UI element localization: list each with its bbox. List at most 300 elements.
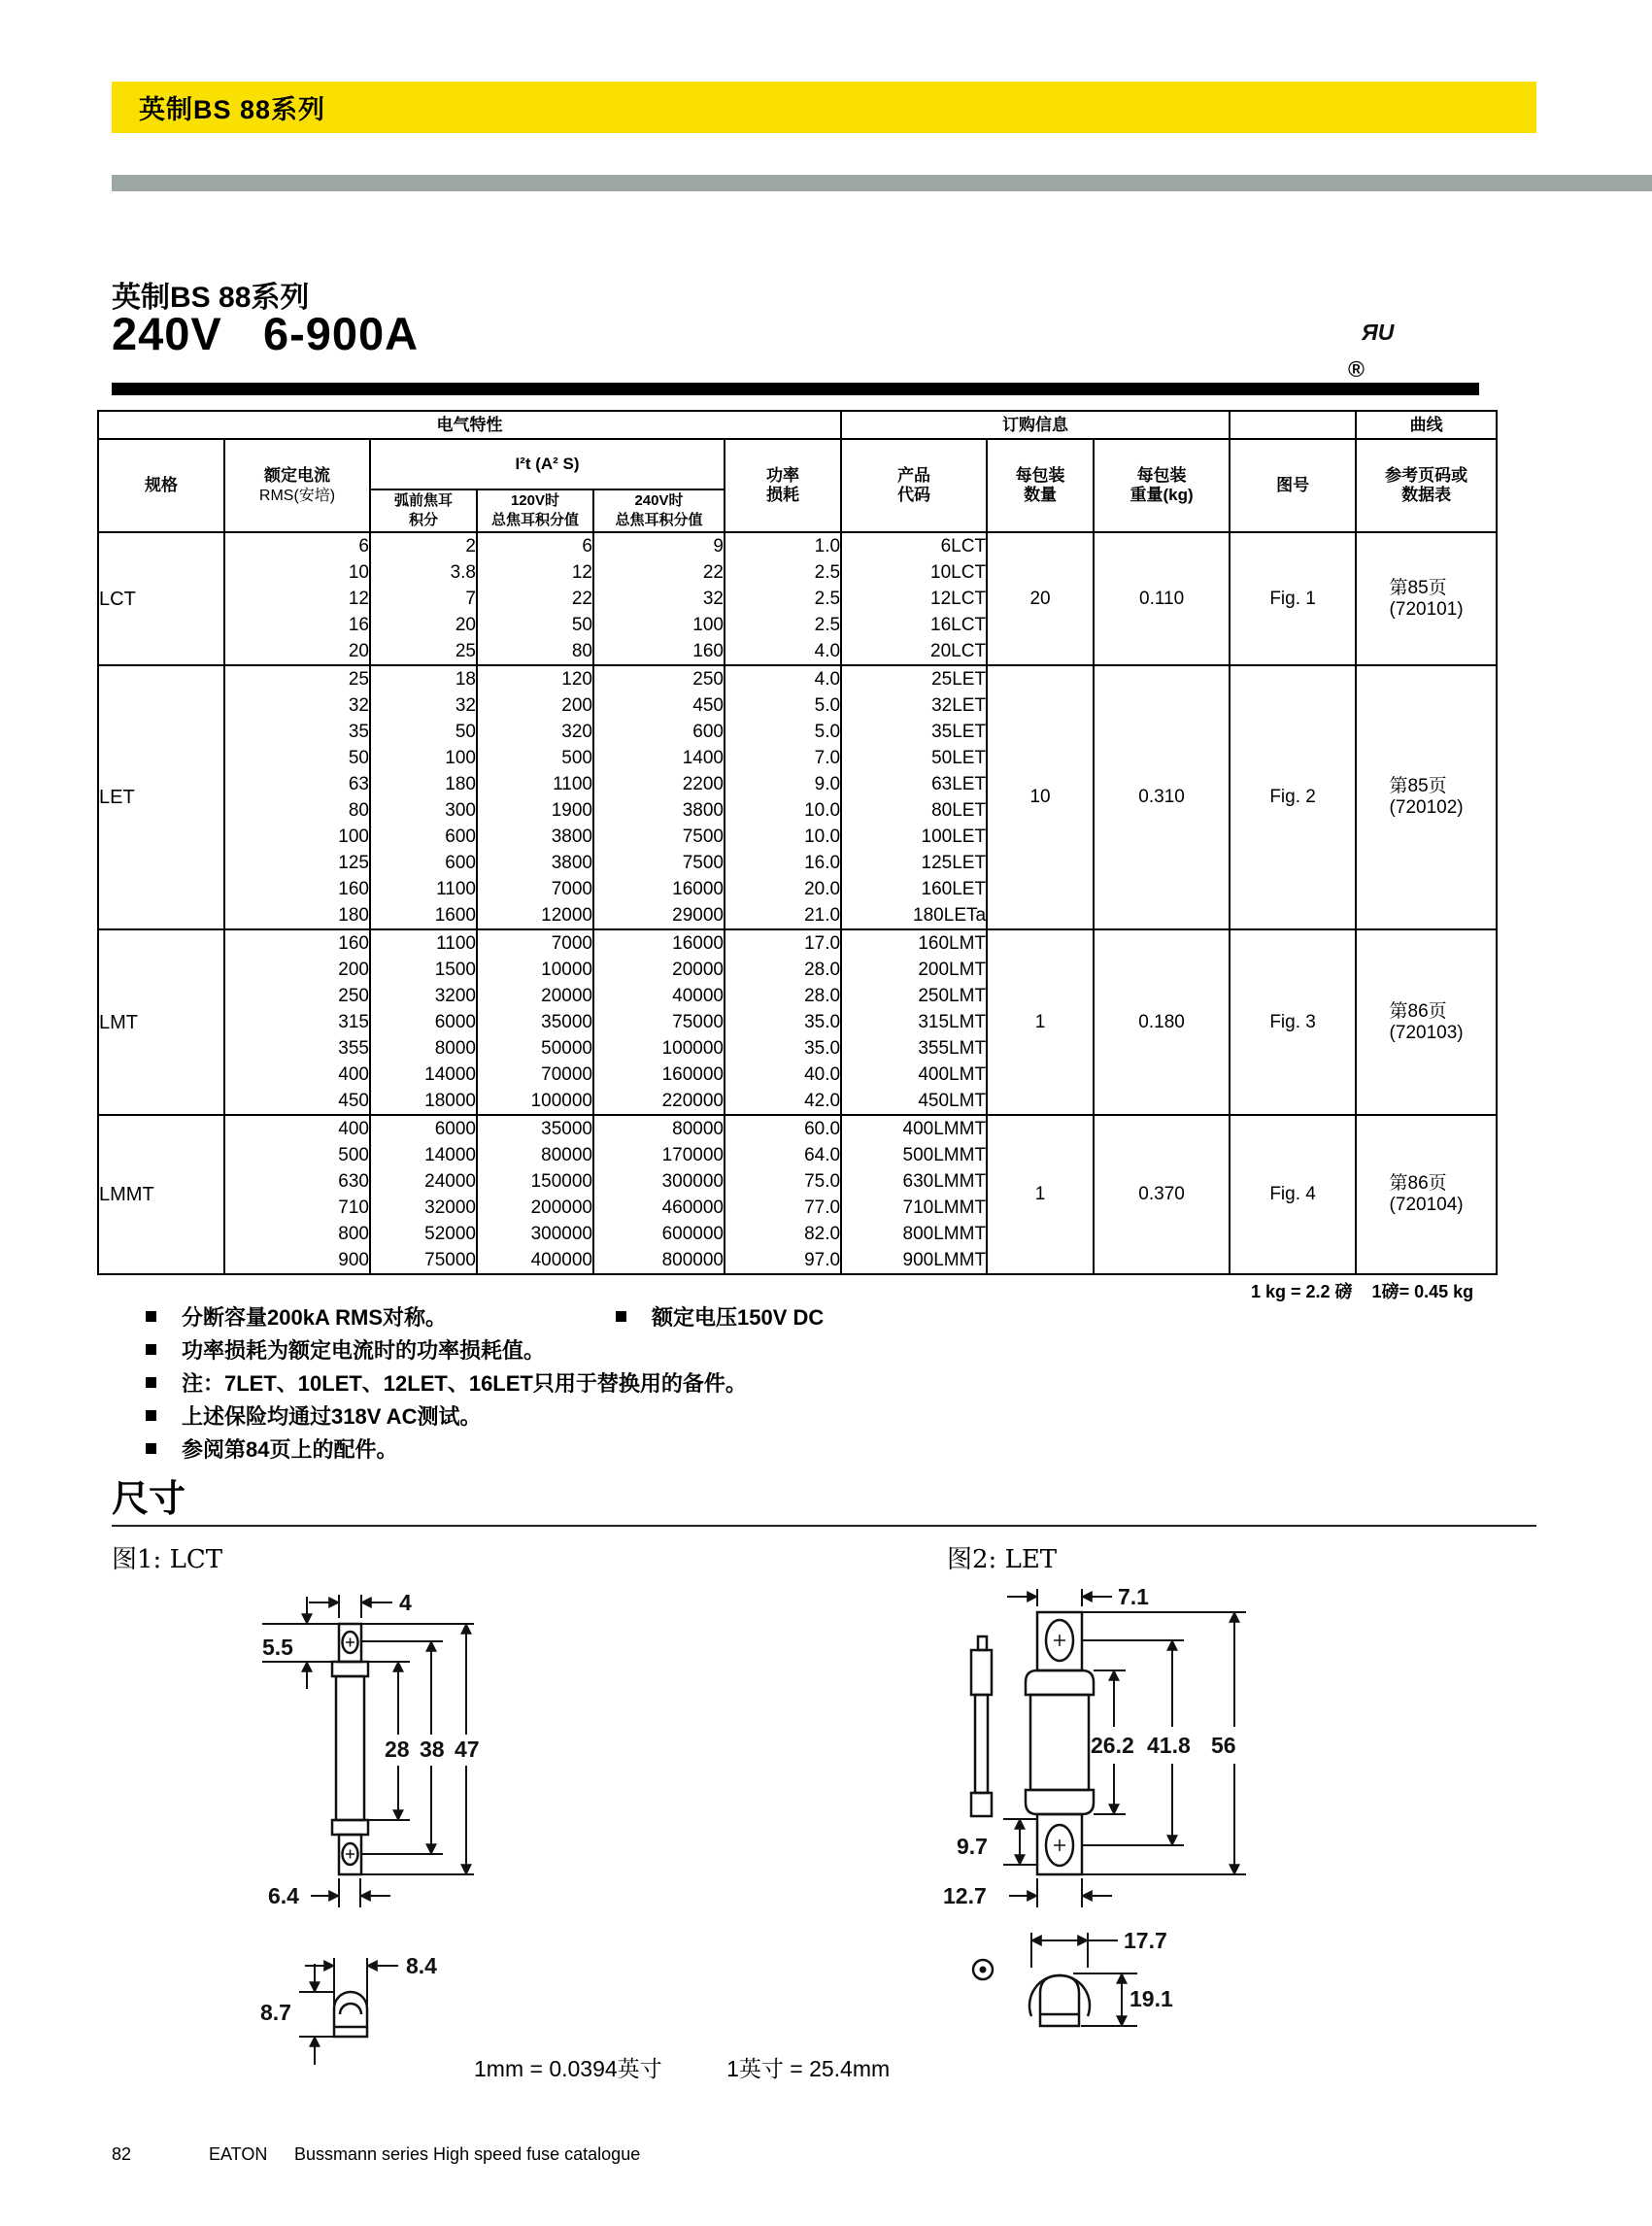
i2t-240v-cell: 7500: [593, 850, 725, 876]
watts-cell: 82.0: [725, 1221, 841, 1247]
col-header-figure: 图号: [1230, 439, 1356, 532]
i2t-120v-cell: 6: [477, 532, 593, 559]
i2t-240v-cell: 800000: [593, 1247, 725, 1274]
prearc-i2t-cell: 2: [370, 532, 477, 559]
fig1-bottom-collar: [332, 1820, 368, 1835]
i2t-240v-cell: 160: [593, 638, 725, 665]
figure1-lct-drawing: [223, 1581, 612, 2067]
amps-cell: 100: [224, 824, 370, 850]
v120-line1: 120V时: [510, 492, 560, 509]
amps-cell: 200: [224, 957, 370, 983]
i2t-120v-cell: 7000: [477, 929, 593, 957]
spec-cell: LMT: [98, 929, 224, 1115]
reference-cell: [1356, 532, 1497, 665]
fig2-dim-cap-height: 19.1: [1129, 1986, 1173, 2011]
i2t-240v-cell: 600000: [593, 1221, 725, 1247]
fig2-dim-inner-len: 41.8: [1147, 1733, 1191, 1758]
watts-cell: 7.0: [725, 745, 841, 771]
watts-cell: 35.0: [725, 1009, 841, 1035]
v240-line1: 240V时: [634, 492, 684, 509]
watts-cell: 16.0: [725, 850, 841, 876]
watts-cell: 5.0: [725, 719, 841, 745]
figure1-label: 图1: LCT: [112, 1545, 223, 1574]
i2t-240v-cell: 40000: [593, 983, 725, 1009]
i2t-240v-cell: 300000: [593, 1168, 725, 1195]
catalog-code-cell: 900LMMT: [841, 1247, 987, 1274]
prearc-i2t-cell: 50: [370, 719, 477, 745]
watts-cell: 4.0: [725, 665, 841, 692]
fig1-dim-total-len: 47: [455, 1737, 480, 1762]
i2t-120v-cell: 80: [477, 638, 593, 665]
watts-cell: 35.0: [725, 1035, 841, 1062]
i2t-240v-cell: 75000: [593, 1009, 725, 1035]
fig1-top-collar: [332, 1662, 368, 1676]
catalog-code-cell: 6LCT: [841, 532, 987, 559]
amps-cell: 6: [224, 532, 370, 559]
amps-cell: 160: [224, 929, 370, 957]
amps-cell: 630: [224, 1168, 370, 1195]
reference-text: [1390, 1001, 1464, 1044]
i2t-240v-cell: 160000: [593, 1062, 725, 1088]
prearc-i2t-cell: 25: [370, 638, 477, 665]
watts-cell: 97.0: [725, 1247, 841, 1274]
spec-cell: LET: [98, 665, 224, 929]
prearc-line1: 弧前焦耳: [393, 492, 453, 509]
col-header-240v: [593, 489, 725, 532]
amps-cell: 10: [224, 559, 370, 586]
i2t-120v-cell: 35000: [477, 1009, 593, 1035]
fig1-dim-inner-len: 38: [420, 1737, 445, 1762]
reference-text: [1390, 578, 1464, 621]
pack-weight-line2: 重量(kg): [1129, 486, 1194, 504]
fig1-dim-body-len: 28: [385, 1737, 410, 1762]
catalog-code-cell: 12LCT: [841, 586, 987, 612]
i2t-120v-cell: 10000: [477, 957, 593, 983]
prearc-i2t-cell: 600: [370, 850, 477, 876]
fig2-dim-tag-offset: 9.7: [957, 1834, 988, 1859]
pack-weight-cell: 0.180: [1094, 929, 1230, 1115]
i2t-120v-cell: 100000: [477, 1088, 593, 1115]
pack-qty-cell: 10: [987, 665, 1094, 929]
catalog-code-cell: 180LETa: [841, 902, 987, 929]
fig2-dim-tag-width-bottom: 12.7: [943, 1883, 987, 1908]
reference-cell: [1356, 665, 1497, 929]
series-banner-title: 英制BS 88系列: [139, 95, 326, 124]
prearc-i2t-cell: 32000: [370, 1195, 477, 1221]
prearc-i2t-cell: 14000: [370, 1142, 477, 1168]
i2t-240v-cell: 100000: [593, 1035, 725, 1062]
v120-line2: 总焦耳积分值: [490, 512, 579, 528]
figure-cell: Fig. 4: [1230, 1115, 1356, 1274]
figure-cell: Fig. 3: [1230, 929, 1356, 1115]
amps-cell: 16: [224, 612, 370, 638]
amps-cell: 20: [224, 638, 370, 665]
catalog-code-cell: 250LMT: [841, 983, 987, 1009]
table-row: [98, 532, 1497, 559]
i2t-120v-cell: 35000: [477, 1115, 593, 1142]
power-loss-line1: 功率: [766, 466, 800, 485]
i2t-120v-cell: 200000: [477, 1195, 593, 1221]
weight-conversion-note: 1 kg = 2.2 磅 1磅= 0.45 kg: [1251, 1282, 1474, 1301]
catalog-code-cell: 400LMMT: [841, 1115, 987, 1142]
prearc-i2t-cell: 6000: [370, 1115, 477, 1142]
prearc-i2t-cell: 20: [370, 612, 477, 638]
i2t-120v-cell: 3800: [477, 850, 593, 876]
prearc-i2t-cell: 24000: [370, 1168, 477, 1195]
catalog-title: Bussmann series High speed fuse catalogue: [294, 2144, 641, 2164]
prearc-i2t-cell: 3.8: [370, 559, 477, 586]
bullet-square-icon: [146, 1410, 156, 1421]
col-header-power-loss: [725, 439, 841, 532]
watts-cell: 21.0: [725, 902, 841, 929]
i2t-240v-cell: 80000: [593, 1115, 725, 1142]
fig1-dim-tag-height: 5.5: [262, 1635, 293, 1660]
fig2-dim-tag-width: 7.1: [1118, 1584, 1149, 1609]
title-rule: [112, 383, 1479, 395]
conversion-mm-to-inch: 1mm = 0.0394英寸: [474, 2056, 662, 2081]
amps-cell: 32: [224, 692, 370, 719]
catalog-code-cell: 800LMMT: [841, 1221, 987, 1247]
reference-code: (720104): [1389, 1195, 1464, 1215]
watts-cell: 2.5: [725, 612, 841, 638]
catalog-code-cell: 400LMT: [841, 1062, 987, 1088]
pack-qty-line1: 每包装: [1015, 466, 1065, 485]
col-header-reference: [1356, 439, 1497, 532]
fig2-side-view: [971, 1636, 992, 1816]
series-banner: [112, 82, 1536, 133]
i2t-120v-cell: 7000: [477, 876, 593, 902]
catalog-code-cell: 200LMT: [841, 957, 987, 983]
pack-weight-cell: 0.310: [1094, 665, 1230, 929]
catalog-code-cell: 710LMMT: [841, 1195, 987, 1221]
catalog-code-cell: 35LET: [841, 719, 987, 745]
fig2-fuse-body: [1026, 1612, 1094, 1874]
registered-symbol: ®: [1348, 356, 1365, 382]
fig2-barrel: [1030, 1695, 1089, 1790]
v240-line2: 总焦耳积分值: [615, 512, 703, 528]
i2t-240v-cell: 450: [593, 692, 725, 719]
col-header-prearc: [370, 489, 477, 532]
bullet-square-icon: [616, 1311, 626, 1322]
rated-current-line2: RMS(安培): [258, 487, 336, 504]
i2t-240v-cell: 250: [593, 665, 725, 692]
amps-cell: 160: [224, 876, 370, 902]
i2t-240v-cell: 32: [593, 586, 725, 612]
empty-group-header: [1230, 411, 1356, 439]
catalog-code-cell: 100LET: [841, 824, 987, 850]
reference-line1: 参考页码或: [1385, 466, 1468, 485]
note-line: [112, 1402, 1423, 1428]
fig1-end-view: [334, 1992, 367, 2037]
watts-cell: 75.0: [725, 1168, 841, 1195]
catalog-code-cell: 10LCT: [841, 559, 987, 586]
gray-divider-bar: [112, 175, 1652, 191]
prearc-i2t-cell: 18: [370, 665, 477, 692]
catalog-code-cell: 80LET: [841, 797, 987, 824]
watts-cell: 5.0: [725, 692, 841, 719]
note-text: 上述保险均通过318V AC测试。: [182, 1403, 482, 1429]
amps-cell: 250: [224, 983, 370, 1009]
amps-cell: 35: [224, 719, 370, 745]
prearc-i2t-cell: 600: [370, 824, 477, 850]
catalog-code-cell: 16LCT: [841, 612, 987, 638]
fig2-dim-body-len: 26.2: [1091, 1733, 1134, 1758]
fig2-bottom-shoulder: [1026, 1790, 1094, 1814]
fig2-top-shoulder: [1026, 1670, 1094, 1695]
reference-line2: 数据表: [1401, 486, 1452, 504]
watts-cell: 2.5: [725, 559, 841, 586]
reference-page: 第85页: [1389, 577, 1447, 598]
pack-qty-line2: 数量: [1024, 486, 1058, 504]
i2t-120v-cell: 80000: [477, 1142, 593, 1168]
prearc-i2t-cell: 1100: [370, 876, 477, 902]
electrical-group-header: 电气特性: [98, 411, 841, 439]
i2t-240v-cell: 16000: [593, 876, 725, 902]
i2t-240v-cell: 20000: [593, 957, 725, 983]
dimensions-heading: 尺寸: [112, 1476, 186, 1520]
power-loss-line2: 损耗: [766, 486, 800, 504]
watts-cell: 28.0: [725, 983, 841, 1009]
fig1-end-view-dims: [299, 1958, 398, 2065]
i2t-120v-cell: 150000: [477, 1168, 593, 1195]
curve-group-header: 曲线: [1356, 411, 1497, 439]
i2t-120v-cell: 12: [477, 559, 593, 586]
i2t-120v-cell: 320: [477, 719, 593, 745]
pack-qty-cell: 1: [987, 929, 1094, 1115]
note-right: [616, 1303, 824, 1329]
prearc-i2t-cell: 52000: [370, 1221, 477, 1247]
pack-qty-cell: 20: [987, 532, 1094, 665]
fig1-dim-tag-width-bottom: 6.4: [268, 1883, 299, 1908]
amps-cell: 800: [224, 1221, 370, 1247]
watts-cell: 28.0: [725, 957, 841, 983]
catalog-number-line1: 产品: [897, 466, 931, 485]
amps-cell: 180: [224, 902, 370, 929]
amps-cell: 400: [224, 1062, 370, 1088]
note-line: [112, 1303, 1423, 1329]
amps-cell: 710: [224, 1195, 370, 1221]
prearc-i2t-cell: 14000: [370, 1062, 477, 1088]
i2t-120v-cell: 500: [477, 745, 593, 771]
watts-cell: 20.0: [725, 876, 841, 902]
note-text: 功率损耗为额定电流时的功率损耗值。: [182, 1337, 546, 1363]
catalog-code-cell: 160LET: [841, 876, 987, 902]
bullet-square-icon: [146, 1344, 156, 1355]
bullet-square-icon: [146, 1377, 156, 1388]
note-text: 注：7LET、10LET、12LET、16LET只用于替换用的备件。: [182, 1370, 747, 1396]
fig2-end-view: [973, 1960, 1090, 2026]
reference-cell: [1356, 1115, 1497, 1274]
figure-cell: Fig. 1: [1230, 532, 1356, 665]
col-header-catalog-number: [841, 439, 987, 532]
note-text: 额定电压150V DC: [652, 1304, 825, 1330]
fuse-spec-table: [97, 410, 1498, 1275]
fig2-dim-cap-width: 17.7: [1124, 1928, 1167, 1953]
ul-mark-letters: ЯU: [1362, 320, 1395, 345]
i2t-120v-cell: 200: [477, 692, 593, 719]
amps-cell: 900: [224, 1247, 370, 1274]
watts-cell: 10.0: [725, 797, 841, 824]
i2t-240v-cell: 29000: [593, 902, 725, 929]
i2t-120v-cell: 70000: [477, 1062, 593, 1088]
i2t-240v-cell: 2200: [593, 771, 725, 797]
table-row: [98, 1115, 1497, 1142]
dimensions-rule: [112, 1525, 1536, 1527]
prearc-i2t-cell: 300: [370, 797, 477, 824]
table-row: [98, 929, 1497, 957]
i2t-120v-cell: 300000: [477, 1221, 593, 1247]
i2t-120v-cell: 400000: [477, 1247, 593, 1274]
bullet-square-icon: [146, 1311, 156, 1322]
note-text: 分断容量200kA RMS对称。: [182, 1304, 448, 1330]
catalog-code-cell: 20LCT: [841, 638, 987, 665]
conversion-inch-to-mm: 1英寸 = 25.4mm: [726, 2056, 891, 2081]
note-line: [112, 1369, 1423, 1395]
i2t-240v-cell: 460000: [593, 1195, 725, 1221]
reference-code: (720101): [1389, 598, 1464, 620]
note-line: [112, 1336, 1423, 1362]
prearc-i2t-cell: 7: [370, 586, 477, 612]
prearc-i2t-cell: 18000: [370, 1088, 477, 1115]
fig2-dim-total-len: 56: [1211, 1733, 1236, 1758]
note-line: [112, 1435, 1423, 1461]
rated-current-line1: 额定电流: [264, 465, 330, 485]
amps-cell: 500: [224, 1142, 370, 1168]
i2t-120v-cell: 1900: [477, 797, 593, 824]
prearc-i2t-cell: 3200: [370, 983, 477, 1009]
reference-page: 第86页: [1389, 1000, 1447, 1022]
fig1-barrel: [336, 1676, 364, 1820]
prearc-i2t-cell: 75000: [370, 1247, 477, 1274]
watts-cell: 64.0: [725, 1142, 841, 1168]
amps-cell: 125: [224, 850, 370, 876]
i2t-120v-cell: 1100: [477, 771, 593, 797]
i2t-120v-cell: 20000: [477, 983, 593, 1009]
col-header-spec: 规格: [98, 439, 224, 532]
watts-cell: 40.0: [725, 1062, 841, 1088]
watts-cell: 4.0: [725, 638, 841, 665]
spec-cell: LCT: [98, 532, 224, 665]
i2t-120v-cell: 120: [477, 665, 593, 692]
table-header-row: [98, 439, 1497, 489]
prearc-i2t-cell: 8000: [370, 1035, 477, 1062]
ordering-group-header: 订购信息: [841, 411, 1230, 439]
reference-cell: [1356, 929, 1497, 1115]
reference-page: 第85页: [1389, 776, 1447, 796]
catalog-code-cell: 160LMT: [841, 929, 987, 957]
amps-cell: 400: [224, 1115, 370, 1142]
bullet-square-icon: [146, 1443, 156, 1454]
prearc-i2t-cell: 1500: [370, 957, 477, 983]
prearc-i2t-cell: 6000: [370, 1009, 477, 1035]
watts-cell: 60.0: [725, 1115, 841, 1142]
fuse-table-body: [98, 532, 1497, 1274]
watts-cell: 2.5: [725, 586, 841, 612]
prearc-line2: 积分: [408, 512, 438, 528]
i2t-240v-cell: 3800: [593, 797, 725, 824]
catalog-code-cell: 355LMT: [841, 1035, 987, 1062]
i2t-240v-cell: 220000: [593, 1088, 725, 1115]
catalog-code-cell: 315LMT: [841, 1009, 987, 1035]
watts-cell: 1.0: [725, 532, 841, 559]
amps-cell: 80: [224, 797, 370, 824]
page-number: 82: [112, 2144, 132, 2164]
reference-text: [1390, 776, 1464, 819]
amps-cell: 355: [224, 1035, 370, 1062]
col-header-i2t: I²t (A² S): [370, 439, 725, 489]
pack-qty-cell: 1: [987, 1115, 1094, 1274]
reference-page: 第86页: [1389, 1173, 1447, 1194]
i2t-120v-cell: 50000: [477, 1035, 593, 1062]
amps-cell: 315: [224, 1009, 370, 1035]
i2t-240v-cell: 7500: [593, 824, 725, 850]
fig1-dim-cap-height: 8.7: [260, 2000, 291, 2025]
i2t-240v-cell: 22: [593, 559, 725, 586]
catalog-code-cell: 32LET: [841, 692, 987, 719]
pack-weight-line1: 每包装: [1136, 466, 1187, 485]
i2t-120v-cell: 3800: [477, 824, 593, 850]
prearc-i2t-cell: 1600: [370, 902, 477, 929]
table-group-header-row: [98, 411, 1497, 439]
catalog-code-cell: 25LET: [841, 665, 987, 692]
prearc-i2t-cell: 1100: [370, 929, 477, 957]
mm-inch-conversion: [474, 2051, 948, 2083]
i2t-240v-cell: 9: [593, 532, 725, 559]
catalog-code-cell: 630LMMT: [841, 1168, 987, 1195]
series-title: 英制BS 88系列: [112, 282, 310, 314]
catalog-code-cell: 50LET: [841, 745, 987, 771]
amps-cell: 25: [224, 665, 370, 692]
amps-cell: 50: [224, 745, 370, 771]
col-header-120v: [477, 489, 593, 532]
col-header-pack-weight: [1094, 439, 1230, 532]
i2t-120v-cell: 50: [477, 612, 593, 638]
notes-list: [112, 1303, 1423, 1468]
reference-code: (720103): [1389, 1022, 1464, 1043]
watts-cell: 17.0: [725, 929, 841, 957]
figure2-label: 图2: LET: [947, 1545, 1058, 1574]
note-text: 参阅第84页上的配件。: [182, 1436, 398, 1462]
spec-cell: LMMT: [98, 1115, 224, 1274]
catalog-code-cell: 63LET: [841, 771, 987, 797]
prearc-i2t-cell: 32: [370, 692, 477, 719]
watts-cell: 77.0: [725, 1195, 841, 1221]
fig1-dim-cap-width: 8.4: [406, 1953, 437, 1978]
pack-weight-cell: 0.370: [1094, 1115, 1230, 1274]
reference-text: [1390, 1173, 1464, 1216]
ul-recognized-mark-icon: [1346, 287, 1482, 385]
amps-cell: 450: [224, 1088, 370, 1115]
i2t-120v-cell: 12000: [477, 902, 593, 929]
figure-cell: Fig. 2: [1230, 665, 1356, 929]
table-row: [98, 665, 1497, 692]
fig1-dim-tag-width: 4: [399, 1590, 412, 1615]
figure2-let-drawing: [927, 1581, 1335, 2067]
i2t-120v-cell: 22: [477, 586, 593, 612]
watts-cell: 42.0: [725, 1088, 841, 1115]
catalog-number-line2: 代码: [897, 486, 931, 504]
i2t-240v-cell: 100: [593, 612, 725, 638]
brand-name: EATON: [209, 2144, 268, 2164]
watts-cell: 9.0: [725, 771, 841, 797]
catalog-code-cell: 500LMMT: [841, 1142, 987, 1168]
i2t-240v-cell: 170000: [593, 1142, 725, 1168]
reference-code: (720102): [1389, 797, 1464, 818]
prearc-i2t-cell: 100: [370, 745, 477, 771]
amps-cell: 12: [224, 586, 370, 612]
catalog-code-cell: 450LMT: [841, 1088, 987, 1115]
watts-cell: 10.0: [725, 824, 841, 850]
